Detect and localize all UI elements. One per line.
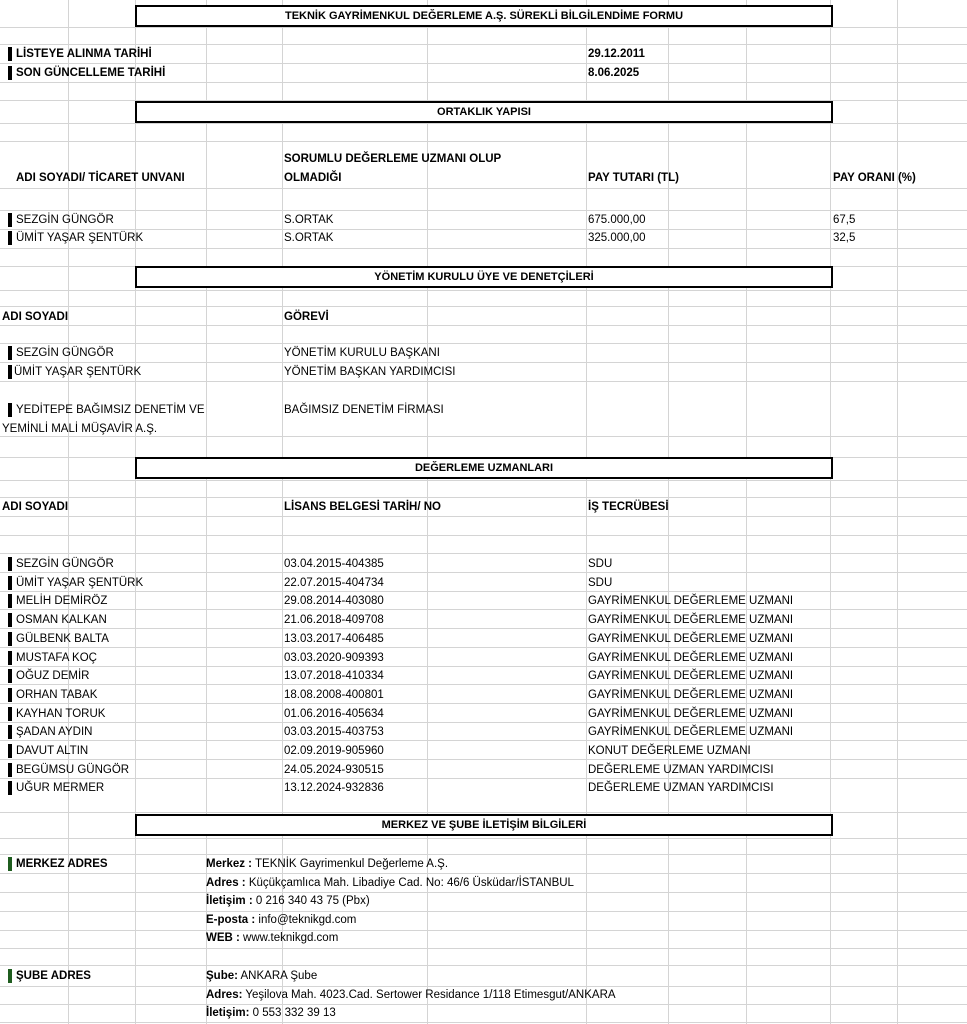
grid-row-line: [0, 123, 967, 124]
expert-name: KAYHAN TORUK: [16, 707, 106, 720]
row-marker: [8, 857, 12, 871]
grid-row-line: [0, 516, 967, 517]
update-date-label: SON GÜNCELLEME TARİHİ: [16, 67, 166, 79]
row-marker: [8, 47, 12, 61]
partner-name: SEZGİN GÜNGÖR: [16, 214, 114, 226]
expert-license: 03.03.2015-403753: [284, 726, 384, 739]
expert-license: 03.03.2020-909393: [284, 651, 384, 664]
grid-row-line: [0, 210, 967, 211]
grid-row-line: [0, 759, 967, 760]
grid-row-line: [0, 740, 967, 741]
contact-key: İletişim :: [206, 895, 253, 908]
contact-key: E-posta :: [206, 913, 256, 926]
partner-amount: 325.000,00: [588, 232, 646, 244]
row-marker: [8, 669, 12, 683]
grid-row-line: [0, 497, 967, 498]
expert-license: 29.08.2014-403080: [284, 595, 384, 608]
grid-row-line: [0, 436, 967, 437]
row-marker: [8, 744, 12, 758]
expert-experience: GAYRİMENKUL DEĞERLEME UZMANI: [588, 670, 794, 683]
expert-name: GÜLBENK BALTA: [16, 632, 109, 645]
row-marker: [8, 576, 12, 590]
header-experience: İŞ TECRÜBESİ: [588, 501, 669, 513]
row-marker: [8, 213, 12, 227]
contact-value: info@teknikgd.com: [255, 913, 357, 926]
grid-row-line: [0, 27, 967, 28]
grid-row-line: [0, 647, 967, 648]
grid-row-line: [0, 82, 967, 83]
grid-row-line: [0, 343, 967, 344]
grid-row-line: [0, 325, 967, 326]
expert-experience: GAYRİMENKUL DEĞERLEME UZMANI: [588, 632, 794, 645]
grid-row-line: [0, 591, 967, 592]
expert-name: UĞUR MERMER: [16, 782, 105, 795]
row-marker: [8, 781, 12, 795]
grid-row-line: [0, 965, 967, 966]
contact-line: [206, 894, 370, 908]
grid-row-line: [0, 480, 967, 481]
merkez-label: MERKEZ ADRES: [16, 858, 108, 870]
grid-row-line: [0, 684, 967, 685]
row-marker: [8, 594, 12, 608]
expert-name: DAVUT ALTIN: [16, 745, 89, 757]
sube-label: ŞUBE ADRES: [16, 970, 91, 982]
board-member-duty: YÖNETİM KURULU BAŞKANI: [284, 347, 440, 359]
contact-line: [206, 857, 448, 871]
contact-line: [206, 969, 317, 983]
grid-row-line: [0, 535, 967, 536]
partner-ratio: 67,5: [833, 214, 856, 226]
contact-line: [206, 1006, 336, 1020]
row-marker: [8, 613, 12, 627]
expert-license: 02.09.2019-905960: [284, 745, 384, 757]
row-marker: [8, 403, 12, 417]
board-member-name: SEZGİN GÜNGÖR: [16, 347, 114, 359]
expert-name: OĞUZ DEMİR: [16, 670, 90, 683]
row-marker: [8, 365, 12, 379]
partner-role: S.ORTAK: [284, 232, 334, 244]
grid-column-line: [746, 0, 747, 1024]
grid-row-line: [0, 812, 967, 813]
partner-role: S.ORTAK: [284, 214, 334, 226]
expert-name: OSMAN KALKAN: [16, 614, 107, 627]
partner-name: ÜMİT YAŞAR ŞENTÜRK: [16, 232, 144, 244]
contact-key: WEB :: [206, 932, 240, 945]
board-member-duty: YÖNETİM BAŞKAN YARDIMCISI: [284, 366, 456, 378]
expert-license: 03.04.2015-404385: [284, 558, 384, 570]
expert-experience: GAYRİMENKUL DEĞERLEME UZMANI: [588, 707, 794, 720]
header-responsible: SORUMLU DEĞERLEME UZMANI OLUP: [284, 153, 502, 165]
partner-ratio: 32,5: [833, 232, 856, 244]
auditor-name-line2: YEMİNLİ MALİ MÜŞAVİR A.Ş.: [2, 423, 158, 435]
contact-value: 0 553 332 39 13: [249, 1007, 336, 1020]
expert-experience: SDU: [588, 576, 613, 589]
contact-line: [206, 931, 338, 945]
header-board-duty: GÖREVİ: [284, 311, 329, 323]
expert-license: 24.05.2024-930515: [284, 763, 384, 776]
grid-row-line: [0, 553, 967, 554]
expert-license: 13.12.2024-932836: [284, 782, 384, 795]
header-board-name: ADI SOYADI: [2, 311, 69, 323]
row-marker: [8, 969, 12, 983]
row-marker: [8, 688, 12, 702]
expert-experience: KONUT DEĞERLEME UZMANI: [588, 745, 751, 757]
expert-name: MUSTAFA KOÇ: [16, 651, 97, 664]
expert-experience: DEĞERLEME UZMAN YARDIMCISI: [588, 763, 774, 776]
expert-license: 22.07.2015-404734: [284, 576, 384, 589]
row-marker: [8, 763, 12, 777]
contact-key: İletişim:: [206, 1007, 250, 1020]
expert-experience: GAYRİMENKUL DEĞERLEME UZMANI: [588, 595, 794, 608]
grid-row-line: [0, 306, 967, 307]
grid-row-line: [0, 703, 967, 704]
row-marker: [8, 632, 12, 646]
expert-experience: GAYRİMENKUL DEĞERLEME UZMANI: [588, 614, 794, 627]
grid-row-line: [0, 362, 967, 363]
auditor-duty: BAĞIMSIZ DENETİM FİRMASI: [284, 404, 444, 416]
header-name: ADI SOYADI/ TİCARET UNVANI: [16, 172, 185, 184]
contact-value: www.teknikgd.com: [239, 932, 339, 945]
section-title-uzmanlar: DEĞERLEME UZMANLARI: [135, 457, 833, 479]
grid-row-line: [0, 722, 967, 723]
grid-row-line: [0, 1022, 967, 1023]
expert-license: 13.07.2018-410334: [284, 670, 384, 683]
section-title-ortaklik: ORTAKLIK YAPISI: [135, 101, 833, 123]
contact-key: Adres :: [206, 876, 246, 889]
contact-line: [206, 876, 574, 890]
partner-amount: 675.000,00: [588, 214, 646, 226]
grid-column-line: [897, 0, 898, 1024]
row-marker: [8, 707, 12, 721]
contact-key: Merkez :: [206, 858, 253, 870]
grid-row-line: [0, 1004, 967, 1005]
expert-name: ÜMİT YAŞAR ŞENTÜRK: [16, 576, 144, 589]
row-marker: [8, 651, 12, 665]
board-member-name: ÜMİT YAŞAR ŞENTÜRK: [14, 366, 142, 378]
grid-row-line: [0, 778, 967, 779]
grid-row-line: [0, 248, 967, 249]
expert-license: 18.08.2008-400801: [284, 688, 384, 701]
grid-row-line: [0, 628, 967, 629]
section-title-yonetim: YÖNETİM KURULU ÜYE VE DENETÇİLERİ: [135, 266, 833, 288]
expert-experience: DEĞERLEME UZMAN YARDIMCISI: [588, 782, 774, 795]
expert-experience: GAYRİMENKUL DEĞERLEME UZMANI: [588, 688, 794, 701]
grid-row-line: [0, 854, 967, 855]
grid-row-line: [0, 290, 967, 291]
expert-name: ŞADAN AYDIN: [16, 726, 93, 739]
listing-date-label: LİSTEYE ALINMA TARİHİ: [16, 48, 152, 60]
grid-row-line: [0, 930, 967, 931]
grid-row-line: [0, 572, 967, 573]
grid-row-line: [0, 229, 967, 230]
contact-value: TEKNİK Gayrimenkul Değerleme A.Ş.: [252, 858, 449, 870]
row-marker: [8, 725, 12, 739]
grid-row-line: [0, 44, 967, 45]
header-share-ratio: PAY ORANI (%): [833, 172, 916, 184]
row-marker: [8, 66, 12, 80]
header-responsible-2: OLMADIĞI: [284, 172, 342, 184]
row-marker: [8, 557, 12, 571]
expert-license: 01.06.2016-405634: [284, 707, 384, 720]
grid-row-line: [0, 873, 967, 874]
contact-value: Yeşilova Mah. 4023.Cad. Sertower Residance 1/118 Etimesgut/ANKARA: [242, 988, 616, 1001]
contact-key: Şube:: [206, 970, 238, 982]
grid-row-line: [0, 188, 967, 189]
expert-name: MELİH DEMİRÖZ: [16, 595, 108, 608]
grid-row-line: [0, 892, 967, 893]
header-share-amount: PAY TUTARI (TL): [588, 172, 679, 184]
contact-line: [206, 913, 356, 927]
expert-name: BEGÜMSU GÜNGÖR: [16, 763, 130, 776]
header-license: LİSANS BELGESİ TARİH/ NO: [284, 501, 441, 513]
grid-column-line: [586, 0, 587, 1024]
contact-value: ANKARA Şube: [237, 970, 318, 982]
expert-experience: GAYRİMENKUL DEĞERLEME UZMANI: [588, 651, 794, 664]
grid-row-line: [0, 948, 967, 949]
contact-value: Küçükçamlıca Mah. Libadiye Cad. No: 46/6 Üsküdar/İSTANBUL: [245, 876, 574, 889]
header-expert-name: ADI SOYADI: [2, 501, 69, 513]
expert-experience: GAYRİMENKUL DEĞERLEME UZMANI: [588, 726, 794, 739]
grid-row-line: [0, 911, 967, 912]
section-title-iletisim: MERKEZ VE ŞUBE İLETİŞİM BİLGİLERİ: [135, 814, 833, 836]
grid-row-line: [0, 63, 967, 64]
grid-row-line: [0, 838, 967, 839]
listing-date-value: 29.12.2011: [588, 48, 645, 60]
grid-row-line: [0, 666, 967, 667]
contact-value: 0 216 340 43 75 (Pbx): [252, 895, 370, 908]
contact-line: [206, 988, 616, 1002]
contact-key: Adres:: [206, 988, 243, 1001]
expert-name: SEZGİN GÜNGÖR: [16, 558, 114, 570]
form-title: TEKNİK GAYRİMENKUL DEĞERLEME A.Ş. SÜREKLİ BİLGİLENDİME FORMU: [135, 5, 833, 27]
grid-row-line: [0, 609, 967, 610]
grid-column-line: [135, 0, 136, 1024]
expert-name: ORHAN TABAK: [16, 688, 98, 701]
update-date-value: 8.06.2025: [588, 67, 640, 79]
auditor-name-line1: YEDİTEPE BAĞIMSIZ DENETİM VE: [16, 404, 205, 416]
row-marker: [8, 231, 12, 245]
grid-row-line: [0, 141, 967, 142]
expert-experience: SDU: [588, 558, 613, 570]
row-marker: [8, 346, 12, 360]
grid-column-line: [830, 0, 831, 1024]
expert-license: 13.03.2017-406485: [284, 632, 384, 645]
expert-license: 21.06.2018-409708: [284, 614, 384, 627]
grid-row-line: [0, 381, 967, 382]
